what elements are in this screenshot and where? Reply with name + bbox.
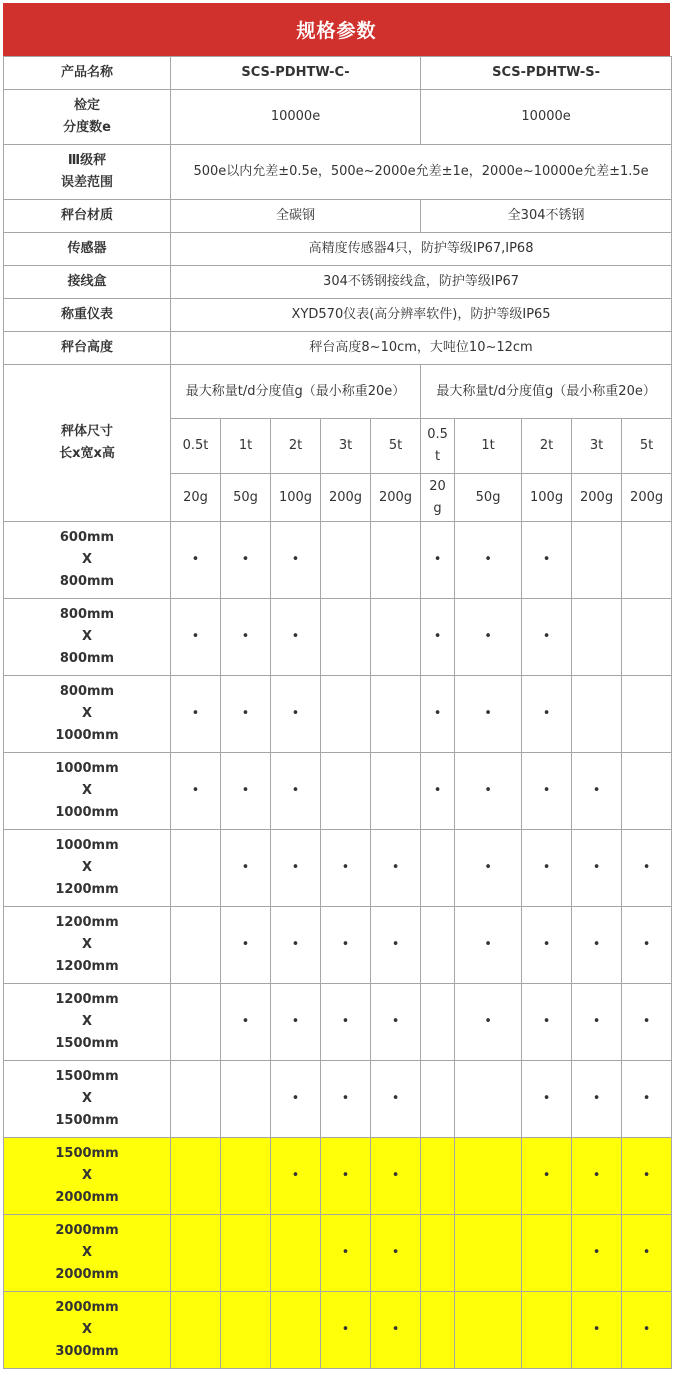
section-title-bar [3,3,670,56]
avail-s-1: • [455,984,522,1061]
avail-s-2 [522,1215,572,1292]
avail-s-3: • [572,1292,622,1369]
avail-c-3: • [321,1138,371,1215]
avail-c-4 [371,522,421,599]
height-label: 秤台高度 [4,332,171,365]
size-length: 2000mm [55,1300,119,1315]
avail-c-4: • [371,907,421,984]
size-row [4,984,672,1061]
avail-s-3 [572,599,622,676]
size-label-cell [4,984,171,1061]
size-x: X [81,706,93,721]
sensor-value: 高精度传感器4只，防护等级IP67,IP68 [171,233,672,266]
size-width: 800mm [59,574,115,589]
avail-c-1: • [221,599,271,676]
avail-c-3: • [321,830,371,907]
size-row [4,830,672,907]
avail-s-2: • [522,522,572,599]
size-label-cell [4,599,171,676]
avail-c-2 [271,1215,321,1292]
avail-c-0 [171,1138,221,1215]
avail-c-1: • [221,907,271,984]
material-c: 全碳钢 [171,200,421,233]
size-row [4,599,672,676]
avail-c-3: • [321,1292,371,1369]
avail-s-2: • [522,984,572,1061]
avail-c-2: • [271,1061,321,1138]
sensor-row [4,233,672,266]
capacity-c-4: 5t [371,419,421,474]
size-width: 1500mm [55,1036,119,1051]
size-length: 1500mm [55,1069,119,1084]
avail-c-0: • [171,676,221,753]
avail-s-0: • [421,522,455,599]
avail-c-0: • [171,753,221,830]
div-s-2: 100g [522,474,572,522]
size-width: 2000mm [55,1267,119,1282]
avail-c-3: • [321,1215,371,1292]
size-length: 1000mm [55,838,119,853]
avail-c-1: • [221,676,271,753]
avail-c-2: • [271,676,321,753]
div-s-0 [421,474,455,522]
div-c-2: 100g [271,474,321,522]
avail-s-4: • [622,1292,672,1369]
avail-s-0: • [421,599,455,676]
avail-s-0 [421,1061,455,1138]
avail-c-1 [221,1061,271,1138]
avail-s-0 [421,1292,455,1369]
size-row [4,753,672,830]
avail-c-4: • [371,1138,421,1215]
size-length: 800mm [59,684,115,699]
avail-s-1 [455,1292,522,1369]
avail-c-1: • [221,522,271,599]
avail-c-1 [221,1138,271,1215]
avail-s-1: • [455,907,522,984]
size-width: 1000mm [55,728,119,743]
sensor-label: 传感器 [4,233,171,266]
avail-s-2: • [522,830,572,907]
avail-c-1: • [221,753,271,830]
avail-c-4 [371,676,421,753]
avail-c-2: • [271,599,321,676]
size-row [4,907,672,984]
avail-c-0 [171,1292,221,1369]
size-row [4,1292,672,1369]
size-x: X [81,1322,93,1337]
avail-c-2: • [271,907,321,984]
indicator-value: XYD570仪表(高分辨率软件)，防护等级IP65 [171,299,672,332]
size-label-line2: 长x宽x高 [59,446,115,461]
avail-s-3: • [572,1061,622,1138]
avail-c-3 [321,753,371,830]
avail-s-4 [622,522,672,599]
size-label-cell [4,753,171,830]
size-width: 1200mm [55,959,119,974]
division-label-line1: 检定 [73,98,100,113]
capacity-header-s: 最大称量t/d分度值g（最小称重20e） [421,365,672,419]
avail-c-2: • [271,830,321,907]
div-c-3: 200g [321,474,371,522]
avail-s-0 [421,907,455,984]
avail-s-0 [421,984,455,1061]
junction-row [4,266,672,299]
size-length: 2000mm [55,1223,119,1238]
avail-s-2 [522,1292,572,1369]
avail-c-4 [371,599,421,676]
size-row [4,1215,672,1292]
material-s: 全304不锈钢 [421,200,672,233]
junction-value: 304不锈钢接线盒，防护等级IP67 [171,266,672,299]
material-row [4,200,672,233]
avail-s-3: • [572,1215,622,1292]
avail-c-1: • [221,984,271,1061]
avail-c-1 [221,1215,271,1292]
capacity-s-2: 2t [522,419,572,474]
avail-s-3: • [572,753,622,830]
division-c: 10000e [171,90,421,145]
avail-s-3: • [572,907,622,984]
division-row [4,90,672,145]
size-x: X [81,1091,93,1106]
avail-c-2: • [271,984,321,1061]
size-x: X [81,1014,93,1029]
size-row [4,1061,672,1138]
capacity-header-c: 最大称量t/d分度值g（最小称重20e） [171,365,421,419]
avail-c-1: • [221,830,271,907]
avail-s-0 [421,830,455,907]
avail-s-2: • [522,907,572,984]
size-x: X [81,937,93,952]
avail-c-4: • [371,1061,421,1138]
size-width: 1000mm [55,805,119,820]
avail-s-2: • [522,676,572,753]
avail-s-1: • [455,522,522,599]
error-row [4,145,672,200]
size-length: 1200mm [55,992,119,1007]
avail-s-4: • [622,1061,672,1138]
capacity-c-3: 3t [321,419,371,474]
avail-c-4 [371,753,421,830]
avail-c-3 [321,676,371,753]
product-name-row [4,57,672,90]
avail-s-1 [455,1061,522,1138]
size-width: 1500mm [55,1113,119,1128]
indicator-label: 称重仪表 [4,299,171,332]
size-label-cell [4,1138,171,1215]
div-c-1: 50g [221,474,271,522]
avail-c-0: • [171,522,221,599]
spec-table [3,56,672,1369]
capacity-c-2: 2t [271,419,321,474]
div-s-0-line1: 20 [429,478,446,494]
size-row [4,676,672,753]
avail-c-3: • [321,984,371,1061]
size-x: X [81,552,93,567]
product-name-label: 产品名称 [4,57,171,90]
size-x: X [81,783,93,798]
size-width: 800mm [59,651,115,666]
avail-c-0 [171,984,221,1061]
size-label [4,365,171,522]
size-length: 800mm [59,607,115,622]
capacity-s-0-line1: 0.5 [427,427,448,442]
indicator-row [4,299,672,332]
avail-s-1: • [455,753,522,830]
capacity-c-0: 0.5t [171,419,221,474]
avail-c-3: • [321,1061,371,1138]
avail-s-2: • [522,599,572,676]
avail-c-3 [321,599,371,676]
div-c-4: 200g [371,474,421,522]
avail-s-4: • [622,830,672,907]
error-label-line2: 误差范围 [60,175,113,190]
division-label [4,90,171,145]
avail-c-0 [171,1061,221,1138]
avail-c-0: • [171,599,221,676]
capacity-header-row [4,365,672,419]
avail-c-1 [221,1292,271,1369]
size-length: 600mm [59,530,115,545]
avail-c-2: • [271,1138,321,1215]
size-length: 1500mm [55,1146,119,1161]
division-s: 10000e [421,90,672,145]
div-s-1: 50g [455,474,522,522]
avail-c-4: • [371,1215,421,1292]
avail-c-3 [321,522,371,599]
size-x: X [81,1168,93,1183]
avail-c-0 [171,1215,221,1292]
div-s-3: 200g [572,474,622,522]
size-label-cell [4,522,171,599]
model-s: SCS-PDHTW-S- [421,57,672,90]
avail-s-0: • [421,676,455,753]
capacity-s-1: 1t [455,419,522,474]
avail-s-4: • [622,1138,672,1215]
avail-s-1: • [455,830,522,907]
avail-s-3 [572,522,622,599]
avail-s-0 [421,1138,455,1215]
size-label-cell [4,1292,171,1369]
avail-s-0: • [421,753,455,830]
section-title: 规格参数 [296,20,377,42]
avail-s-3: • [572,830,622,907]
size-label-cell [4,830,171,907]
capacity-s-0-line2: t [435,449,441,464]
div-s-4: 200g [622,474,672,522]
div-s-0-line2: g [433,500,442,516]
size-row [4,522,672,599]
div-c-0: 20g [171,474,221,522]
avail-c-4: • [371,1292,421,1369]
avail-s-4: • [622,984,672,1061]
capacity-s-0 [421,419,455,474]
size-width: 2000mm [55,1190,119,1205]
avail-s-1: • [455,676,522,753]
size-row [4,1138,672,1215]
capacity-s-3: 3t [572,419,622,474]
avail-s-3 [572,676,622,753]
avail-s-1 [455,1138,522,1215]
avail-s-3: • [572,984,622,1061]
avail-c-3: • [321,907,371,984]
avail-c-4: • [371,984,421,1061]
size-x: X [81,629,93,644]
capacity-c-1: 1t [221,419,271,474]
avail-s-4 [622,753,672,830]
avail-s-0 [421,1215,455,1292]
avail-c-2 [271,1292,321,1369]
avail-c-0 [171,907,221,984]
avail-s-1 [455,1215,522,1292]
size-length: 1200mm [55,915,119,930]
size-label-cell [4,676,171,753]
avail-s-1: • [455,599,522,676]
avail-s-4: • [622,907,672,984]
avail-s-4 [622,599,672,676]
size-x: X [81,1245,93,1260]
size-x: X [81,860,93,875]
avail-c-4: • [371,830,421,907]
size-width: 1200mm [55,882,119,897]
size-label-cell [4,1061,171,1138]
division-label-line2: 分度数e [63,120,111,135]
avail-s-4: • [622,1215,672,1292]
height-row [4,332,672,365]
avail-s-4 [622,676,672,753]
junction-label: 接线盒 [4,266,171,299]
avail-c-0 [171,830,221,907]
avail-c-2: • [271,753,321,830]
size-label-cell [4,907,171,984]
height-value: 秤台高度8~10cm，大吨位10~12cm [171,332,672,365]
model-c: SCS-PDHTW-C- [171,57,421,90]
size-length: 1000mm [55,761,119,776]
avail-s-2: • [522,753,572,830]
avail-s-3: • [572,1138,622,1215]
error-label-line1: Ⅲ级秤 [67,153,107,168]
avail-c-2: • [271,522,321,599]
material-label: 秤台材质 [4,200,171,233]
size-label-line1: 秤体尺寸 [60,424,113,439]
avail-s-2: • [522,1061,572,1138]
size-label-cell [4,1215,171,1292]
error-value: 500e以内允差±0.5e，500e~2000e允差±1e，2000e~10000e允差±1.5e [171,145,672,200]
size-width: 3000mm [55,1344,119,1359]
avail-s-2: • [522,1138,572,1215]
error-label [4,145,171,200]
capacity-s-4: 5t [622,419,672,474]
